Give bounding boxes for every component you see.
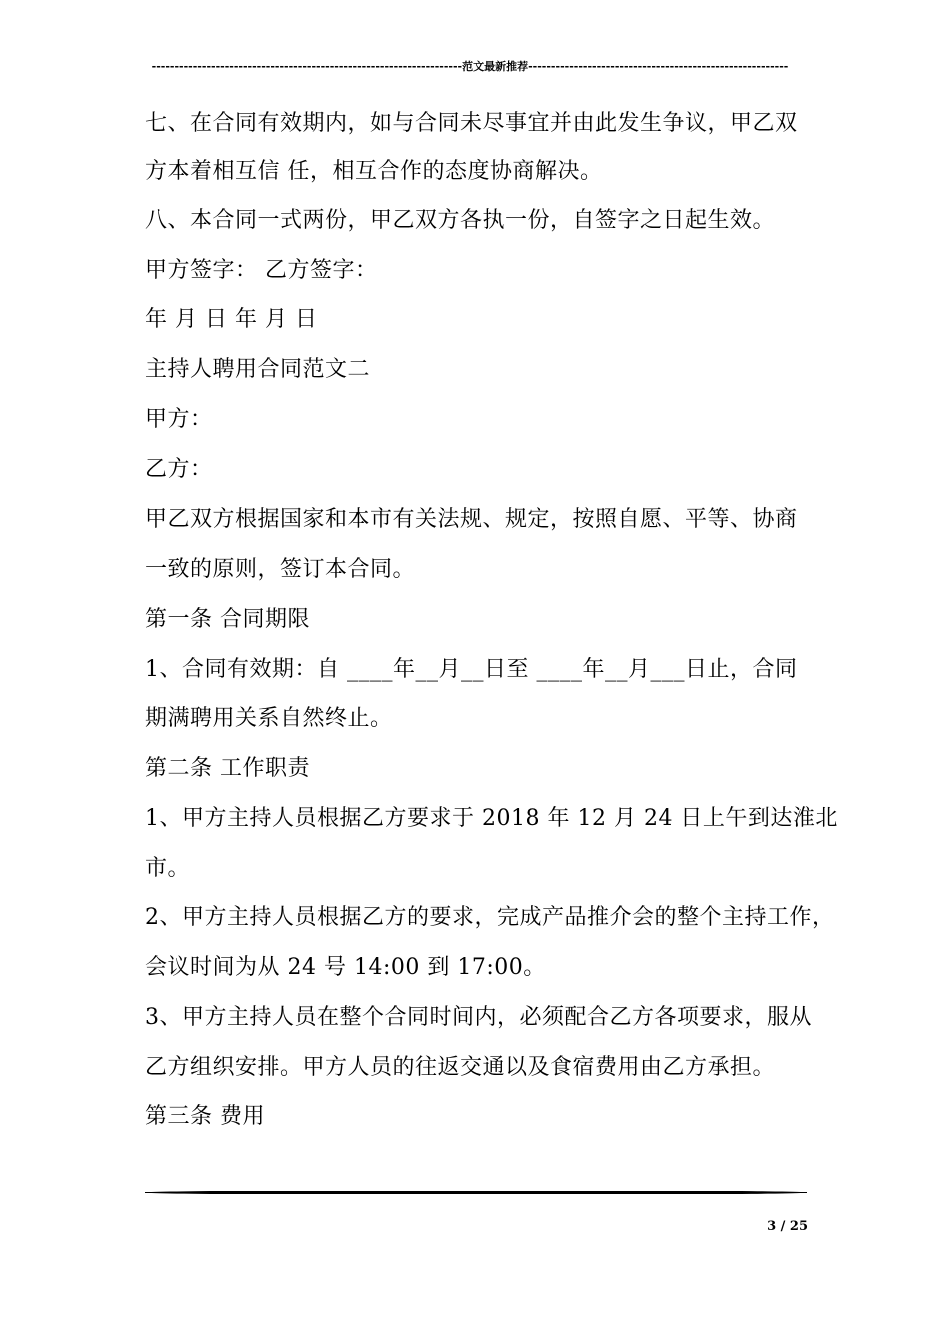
text-line: 1、甲方主持人员根据乙方要求于 2018 年 12 月 24 日上午到达淮北: [145, 806, 838, 831]
text-line: 甲乙双方根据国家和本市有关法规、规定，按照自愿、平等、协商: [145, 507, 798, 532]
section-title: 主持人聘用合同范文二: [145, 357, 371, 382]
text-line: 乙方：: [145, 457, 213, 482]
text-line: 2、甲方主持人员根据乙方的要求，完成产品推介会的整个主持工作，: [145, 905, 835, 930]
page-header: --------------------------------------------------------------------范文最新推荐---------------------------------------------------------: [151, 60, 789, 73]
text-line: 会议时间为从 24 号 14:00 到 17:00。: [145, 955, 546, 980]
text-line: 甲方：: [145, 407, 213, 432]
text-line: 一致的原则，签订本合同。: [145, 557, 416, 582]
text-line: 市。: [145, 856, 191, 881]
article-heading: 第三条 费用: [145, 1104, 265, 1129]
article-heading: 第二条 工作职责: [145, 756, 310, 781]
article-heading: 第一条 合同期限: [145, 607, 310, 632]
text-line: 乙方组织安排。甲方人员的往返交通以及食宿费用由乙方承担。: [145, 1055, 776, 1080]
footer-divider: [145, 1190, 807, 1195]
text-line: 八、本合同一式两份，甲乙双方各执一份，自签字之日起生效。: [145, 208, 776, 233]
text-line: 1、合同有效期：自 ____年__月__日至 ____年__月___日止，合同: [145, 657, 798, 682]
text-line: 期满聘用关系自然终止。: [145, 706, 393, 731]
text-line: 方本着相互信 任，相互合作的态度协商解决。: [145, 159, 603, 184]
page-number: 3 / 25: [767, 1219, 808, 1234]
text-line: 3、甲方主持人员在整个合同时间内，必须配合乙方各项要求，服从: [145, 1005, 812, 1030]
text-line: 年 月 日 年 月 日: [145, 307, 318, 332]
text-line: 甲方签字： 乙方签字：: [145, 258, 378, 283]
text-line: 七、在合同有效期内，如与合同未尽事宜并由此发生争议，甲乙双: [145, 111, 798, 136]
